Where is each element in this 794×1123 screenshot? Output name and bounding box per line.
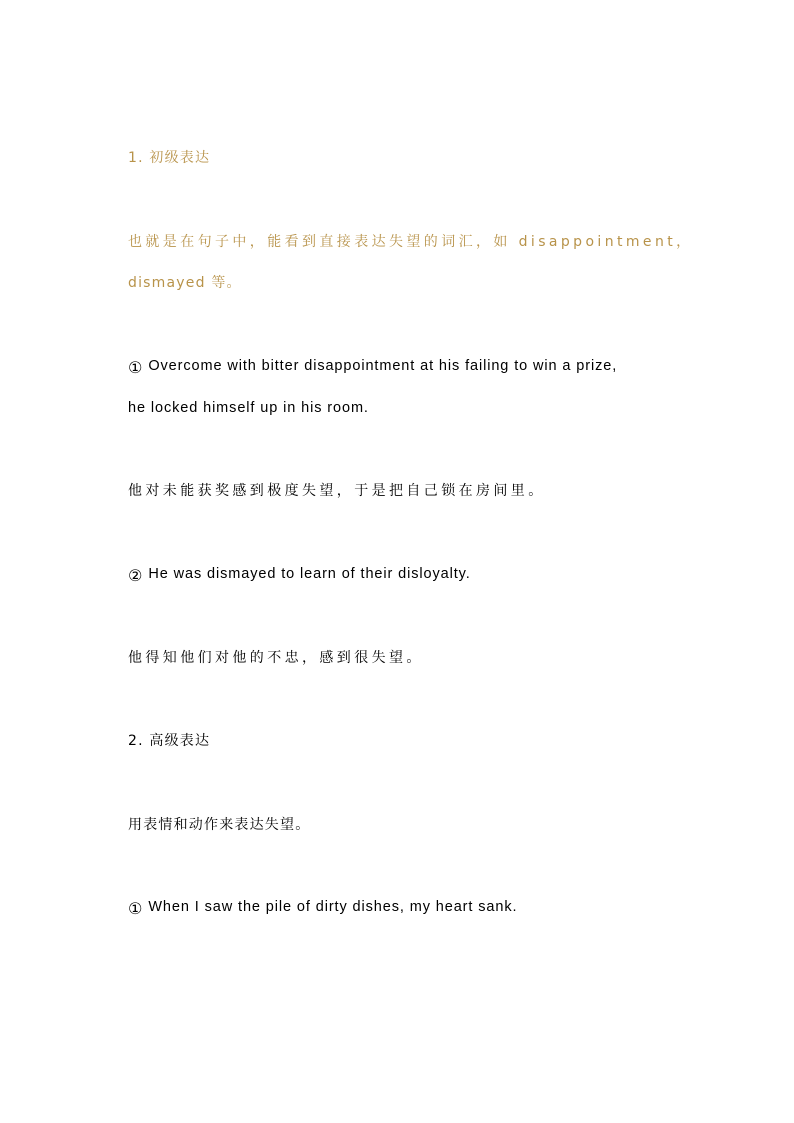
section-1-intro-line-2: dismayed 等。	[128, 275, 242, 291]
example-1-english-line-1	[128, 357, 617, 375]
example-1-chinese-translation: 他对未能获奖感到极度失望，于是把自己锁在房间里。	[128, 483, 546, 499]
section-2-heading: 2. 高级表达	[128, 733, 211, 749]
section-1-heading: 1. 初级表达	[128, 150, 211, 166]
example-1-english-line-2: he locked himself up in his room.	[128, 400, 369, 416]
circled-number-2: ②	[128, 568, 143, 585]
example-1-english-text: Overcome with bitter disappointment at his failing to win a prize,	[148, 358, 618, 374]
example-3-english-line	[128, 898, 517, 916]
section-1-intro-line-1: 也就是在句子中，能看到直接表达失望的词汇，如 disappointment，	[128, 234, 694, 250]
section-2-intro: 用表情和动作来表达失望。	[128, 817, 311, 833]
circled-number-1-section-2: ①	[128, 901, 143, 918]
circled-number-1: ①	[128, 360, 143, 377]
example-2-english-text: He was dismayed to learn of their disloyalty.	[148, 566, 471, 582]
example-3-english-text: When I saw the pile of dirty dishes, my heart sank.	[148, 899, 518, 915]
example-2-chinese-translation: 他得知他们对他的不忠，感到很失望。	[128, 650, 424, 666]
example-2-english-line	[128, 565, 471, 583]
